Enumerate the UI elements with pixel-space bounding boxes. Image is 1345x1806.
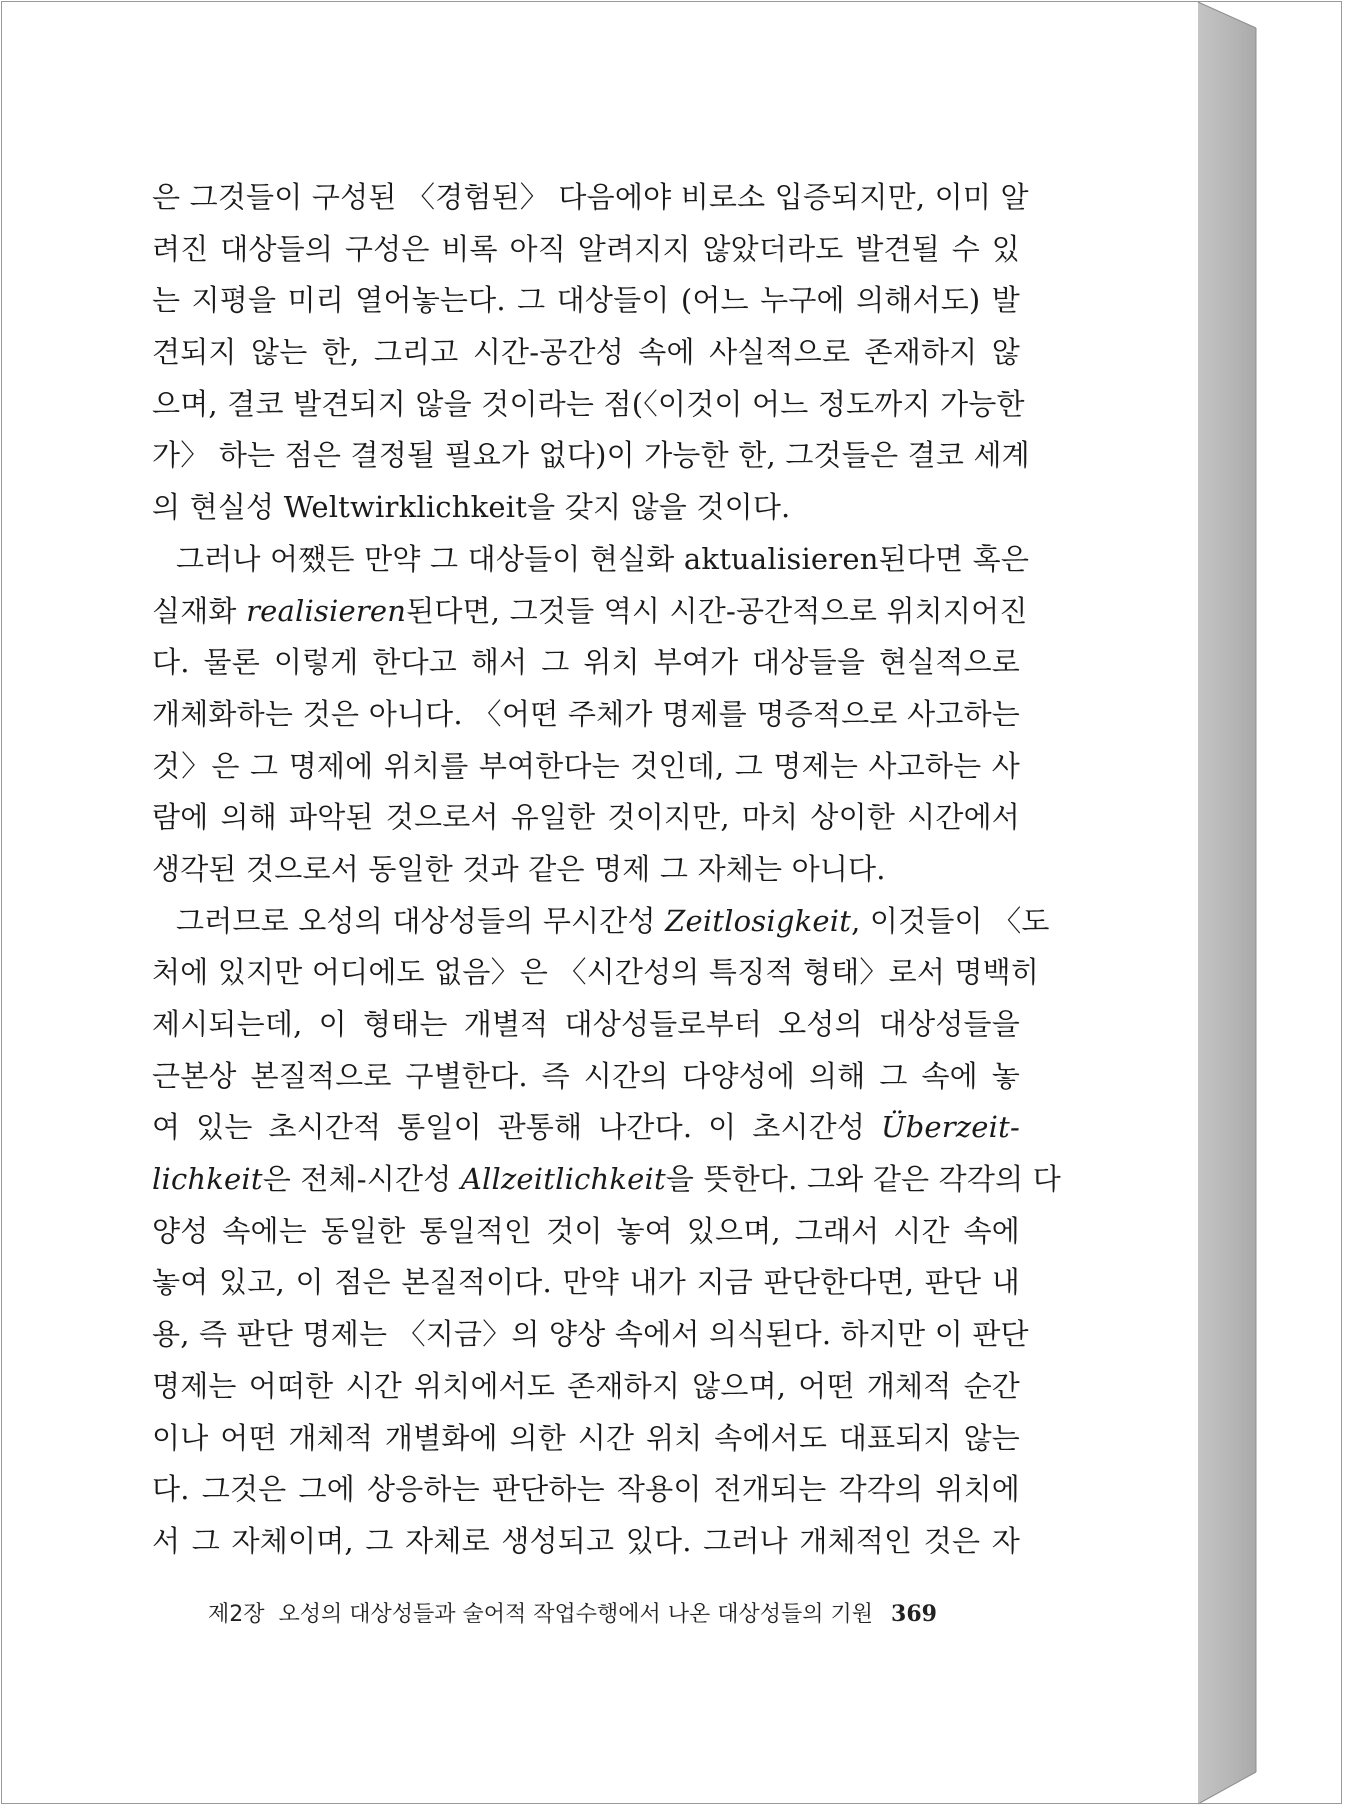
text-line: 가〉 하는 점은 결정될 필요가 없다)이 가능한 한, 그것들은 결코 세계	[152, 438, 1030, 473]
text-line: 제시되는데, 이 형태는 개별적 대상성들로부터 오성의 대상성들을	[152, 1007, 1020, 1041]
text-line: 생각된 것으로서 동일한 것과 같은 명제 그 자체는 아니다.	[152, 851, 886, 886]
text-line: 그러나 어쨌든 만약 그 대상들이 현실화 aktualisieren된다면 혹은	[176, 541, 1030, 576]
text-line: 명제는 어떠한 시간 위치에서도 존재하지 않으며, 어떤 개체적 순간	[152, 1368, 1020, 1403]
text-line: lichkeit은 전체-시간성 Allzeitlichkeit을 뜻한다. 그와 같은 각각의 다	[152, 1162, 1061, 1197]
text-line: 여 있는 초시간적 통일이 관통해 나간다. 이 초시간성 Überzeit-	[152, 1110, 1020, 1145]
text-line: 양성 속에는 동일한 통일적인 것이 놓여 있으며, 그래서 시간 속에	[152, 1213, 1020, 1248]
book-edge	[1198, 2, 1260, 1804]
text-line: 용, 즉 판단 명제는 〈지금〉의 양상 속에서 의식된다. 하지만 이 판단	[152, 1317, 1029, 1352]
text-line: 의 현실성 Weltwirklichkeit을 갖지 않을 것이다.	[152, 490, 791, 525]
page-margin	[1260, 2, 1342, 1804]
book-page	[2, 2, 1198, 1804]
text-line: 그러므로 오성의 대상성들의 무시간성 Zeitlosigkeit, 이것들이 〈도	[176, 903, 1050, 938]
chapter-label: 제2장	[208, 1602, 265, 1627]
text-line: 다. 물론 이렇게 한다고 해서 그 위치 부여가 대상들을 현실적으로	[152, 645, 1020, 680]
text-line: 다. 그것은 그에 상응하는 판단하는 작용이 전개되는 각각의 위치에	[152, 1472, 1020, 1507]
text-line: 람에 의해 파악된 것으로서 유일한 것이지만, 마치 상이한 시간에서	[152, 800, 1020, 835]
page-number: 369	[891, 1601, 937, 1627]
text-line: 것〉은 그 명제에 위치를 부여한다는 것인데, 그 명제는 사고하는 사	[152, 748, 1020, 783]
text-line: 려진 대상들의 구성은 비록 아직 알려지지 않았더라도 발견될 수 있	[152, 231, 1020, 266]
text-line: 서 그 자체이며, 그 자체로 생성되고 있다. 그러나 개체적인 것은 자	[152, 1523, 1020, 1558]
page-footer	[208, 1596, 992, 1632]
text-line: 개체화하는 것은 아니다. 〈어떤 주체가 명제를 명증적으로 사고하는	[152, 696, 1020, 731]
text-line: 처에 있지만 어디에도 없음〉은 〈시간성의 특징적 형태〉로서 명백히	[152, 955, 1040, 990]
text-line: 놓여 있고, 이 점은 본질적이다. 만약 내가 지금 판단한다면, 판단 내	[152, 1265, 1020, 1300]
chapter-title: 오성의 대상성들과 술어적 작업수행에서 나온 대상성들의 기원	[278, 1602, 874, 1627]
text-line: 실재화 realisieren된다면, 그것들 역시 시간-공간적으로 위치지어진	[152, 593, 1028, 628]
text-line: 으며, 결코 발견되지 않을 것이라는 점(〈이것이 어느 정도까지 가능한	[152, 386, 1025, 421]
text-line: 은 그것들이 구성된 〈경험된〉 다음에야 비로소 입증되지만, 이미 알	[152, 180, 1029, 214]
text-line: 는 지평을 미리 열어놓는다. 그 대상들이 (어느 누구에 의해서도) 발	[152, 283, 1020, 318]
text-line: 이나 어떤 개체적 개별화에 의한 시간 위치 속에서도 대표되지 않는	[152, 1420, 1020, 1455]
text-line: 견되지 않는 한, 그리고 시간-공간성 속에 사실적으로 존재하지 않	[152, 335, 1020, 370]
text-line: 근본상 본질적으로 구별한다. 즉 시간의 다양성에 의해 그 속에 놓	[152, 1058, 1020, 1093]
body-text	[152, 172, 1061, 1568]
